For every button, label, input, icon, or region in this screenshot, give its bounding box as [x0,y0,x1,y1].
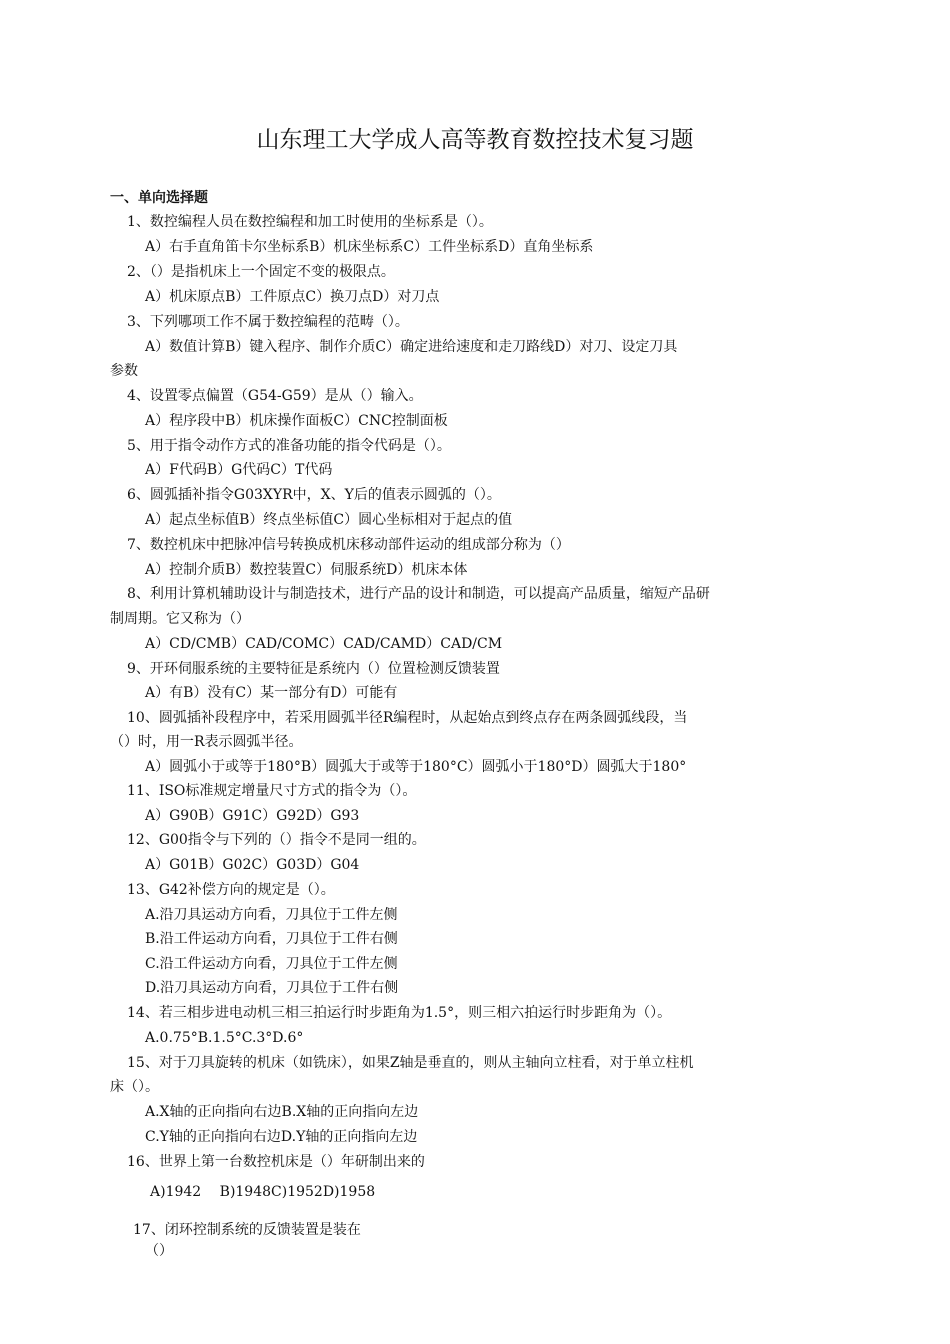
question-10: 10、圆弧插补段程序中，若采用圆弧半径R编程时，从起始点到终点存在两条圆弧线段，当 [127,710,688,726]
question-11: 11、ISO标准规定增量尺寸方式的指令为（）。 [127,783,417,799]
options-12: A）G01B）G02C）G03D）G04 [145,857,360,873]
question-2: 2、（）是指机床上一个固定不变的极限点。 [127,264,395,280]
option-13d: D.沿刀具运动方向看，刀具位于工件右侧 [145,980,399,996]
options-11: A）G90B）G91C）G92D）G93 [145,808,360,824]
option-13c: C.沿工件运动方向看，刀具位于工件左侧 [145,956,398,972]
question-7: 7、数控机床中把脉冲信号转换成机床移动部件运动的组成部分称为（） [127,537,570,553]
options-4: A）程序段中B）机床操作面板C）CNC控制面板 [145,413,448,429]
question-13: 13、G42补偿方向的规定是（）。 [127,882,335,898]
question-6: 6、圆弧插补指令G03XYR中，X、Y后的值表示圆弧的（）。 [127,487,501,503]
question-4: 4、设置零点偏置（G54-G59）是从（）输入。 [127,388,423,404]
question-3: 3、下列哪项工作不属于数控编程的范畴（）。 [127,314,409,330]
question-12: 12、G00指令与下列的（）指令不是同一组的。 [127,832,426,848]
question-9: 9、开环伺服系统的主要特征是系统内（）位置检测反馈装置 [127,661,500,677]
question-16: 16、世界上第一台数控机床是（）年研制出来的 [127,1154,425,1170]
question-8: 8、利用计算机辅助设计与制造技术，进行产品的设计和制造，可以提高产品质量，缩短产品研 [127,586,710,602]
question-14: 14、若三相步进电动机三相三拍运行时步距角为1.5°，则三相六拍运行时步距角为（）。 [127,1005,672,1021]
question-17-blank: （） [145,1243,173,1259]
question-17: 17、闭环控制系统的反馈装置是装在 [133,1222,361,1238]
options-15-row2: C.Y轴的正向指向右边D.Y轴的正向指向左边 [145,1129,418,1145]
document-title: 山东理工大学成人高等教育数控技术复习题 [256,127,694,153]
options-6: A）起点坐标值B）终点坐标值C）圆心坐标相对于起点的值 [145,512,513,528]
option-13a: A.沿刀具运动方向看，刀具位于工件左侧 [145,907,398,923]
options-14: A.0.75°B.1.5°C.3°D.6° [145,1030,304,1046]
question-10-continued: （）时，用一R表示圆弧半径。 [110,734,303,750]
option-13b: B.沿工件运动方向看，刀具位于工件右侧 [145,931,398,947]
question-8-continued: 制周期。它又称为（） [110,611,250,627]
options-3-continued: 参数 [110,363,138,379]
options-16: A)1942 B)1948C)1952D)1958 [150,1184,376,1200]
question-15: 15、对于刀具旋转的机床（如铣床），如果Z轴是垂直的，则从主轴向立柱看，对于单立柱机 [127,1055,694,1071]
options-7: A）控制介质B）数控装置C）伺服系统D）机床本体 [145,562,468,578]
options-10: A）圆弧小于或等于180°B）圆弧大于或等于180°C）圆弧小于180°D）圆弧大于180° [145,759,687,775]
options-9: A）有B）没有C）某一部分有D）可能有 [145,685,398,701]
options-5: A）F代码B）G代码C）T代码 [145,462,333,478]
options-3: A）数值计算B）键入程序、制作介质C）确定进给速度和走刀路线D）对刀、设定刀具 [145,339,678,355]
question-15-continued: 床（）。 [110,1079,159,1095]
question-5: 5、用于指令动作方式的准备功能的指令代码是（）。 [127,438,451,454]
section-heading: 一、单向选择题 [110,190,208,206]
options-2: A）机床原点B）工件原点C）换刀点D）对刀点 [145,289,440,305]
options-8: A）CD/CMB）CAD/COMC）CAD/CAMD）CAD/CM [145,636,503,652]
options-1: A）右手直角笛卡尔坐标系B）机床坐标系C）工件坐标系D）直角坐标系 [145,239,594,255]
question-1: 1、数控编程人员在数控编程和加工时使用的坐标系是（）。 [127,214,493,230]
options-15-row1: A.X轴的正向指向右边B.X轴的正向指向左边 [145,1104,419,1120]
